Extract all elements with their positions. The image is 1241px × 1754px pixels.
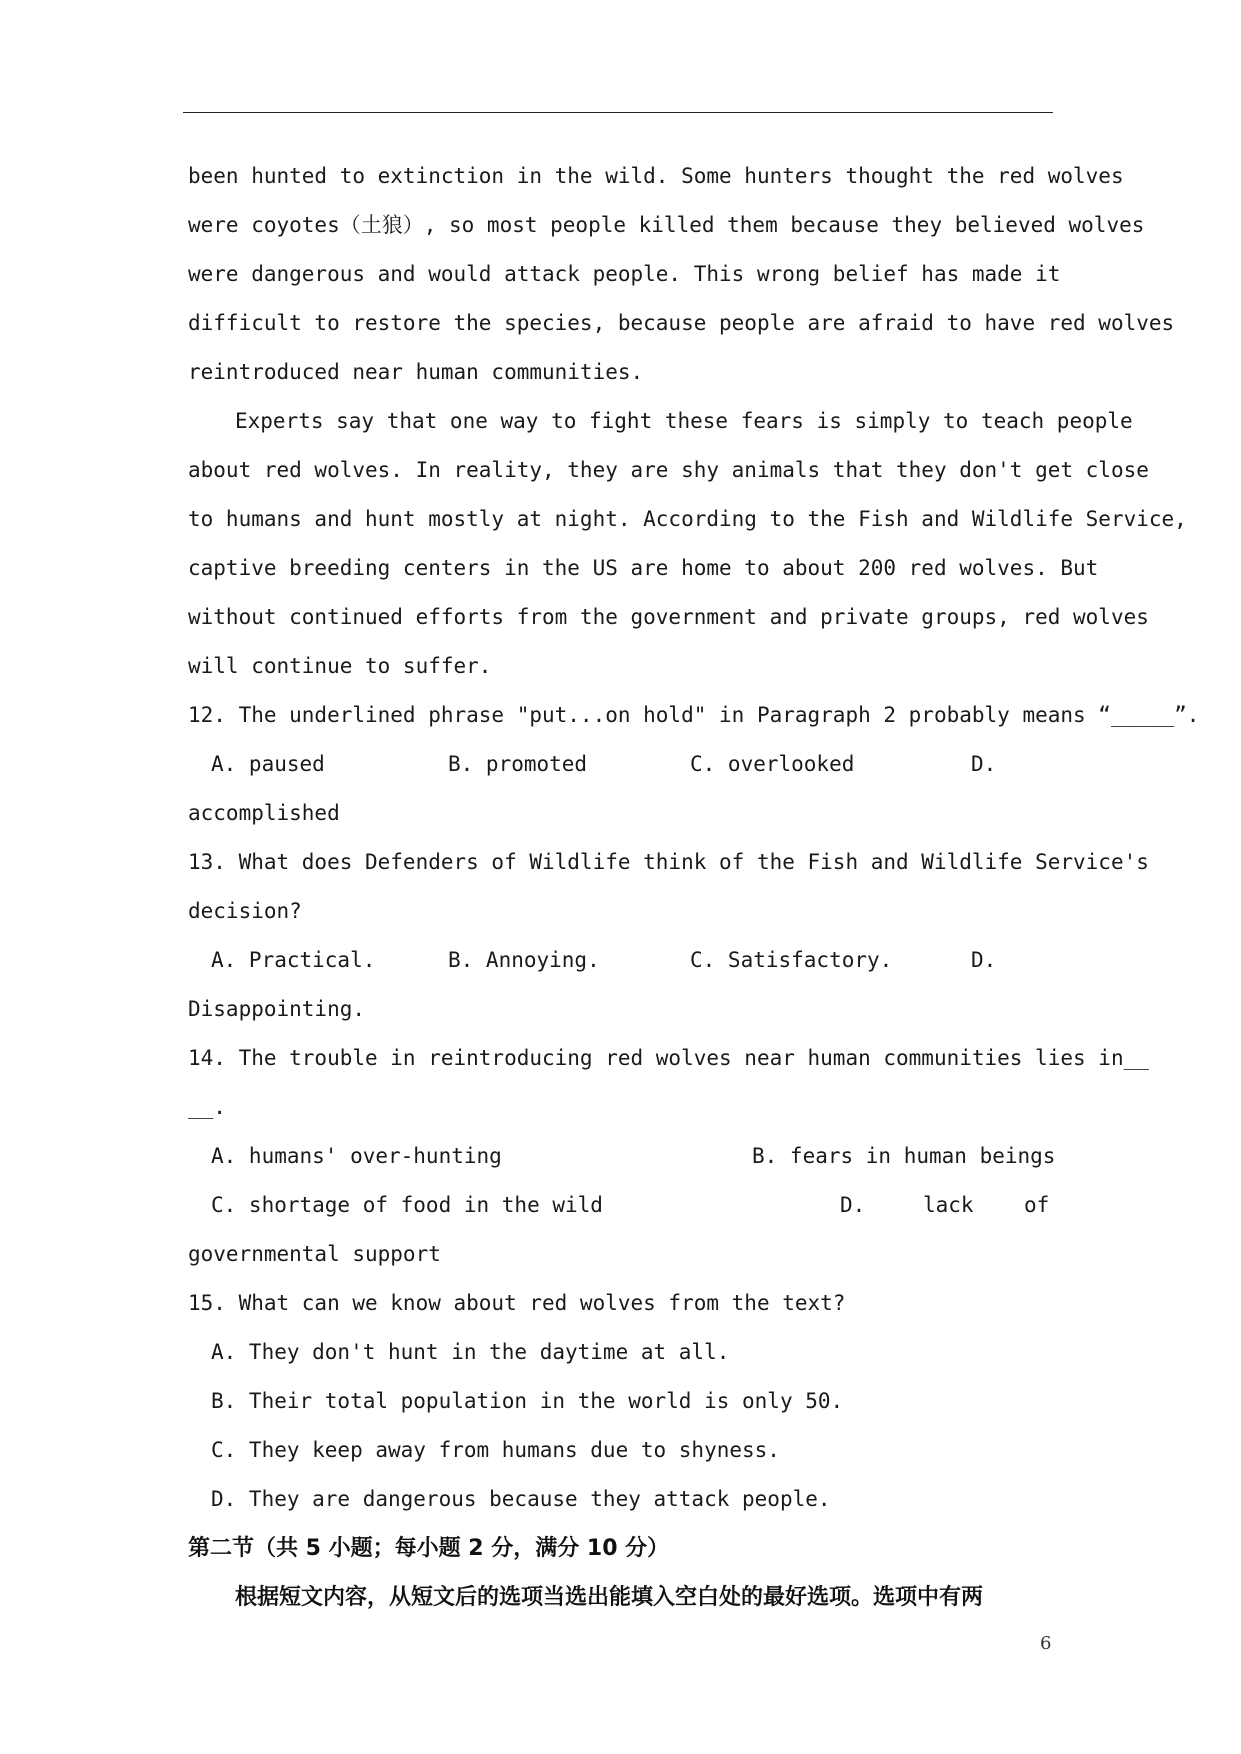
passage-line: been hunted to extinction in the wild. Some hunters thought the red wolves [188,164,1124,188]
document-body [188,152,1200,1622]
question-12-options [188,740,1108,789]
option-d-word: of [1024,1193,1050,1217]
question-14-stem: 14. The trouble in reintroducing red wolves near human communities lies in__ [188,1046,1149,1070]
option-a: A. Practical. [211,948,376,972]
option-d: D. [840,1193,866,1217]
option-d-text: accomplished [188,801,340,825]
option-c: C. They keep away from humans due to shyness. [211,1438,780,1462]
option-d-text: Disappointing. [188,997,366,1021]
passage-line: about red wolves. In reality, they are shy animals that they don't get close [188,458,1149,482]
passage-line: Experts say that one way to fight these fears is simply to teach people [235,409,1133,433]
section-instruction: 根据短文内容，从短文后的选项当选出能填入空白处的最好选项。选项中有两 [235,1585,984,1610]
passage-line: were coyotes（土狼）, so most people killed them because they believed wolves [188,213,1145,237]
option-d-word: lack [923,1193,974,1217]
passage-line: will continue to suffer. [188,654,492,678]
question-14-options-ab [188,1132,1108,1181]
option-d-text: governmental support [188,1242,441,1266]
question-14-stem-cont: __. [188,1095,226,1119]
option-b: B. fears in human beings [752,1144,1056,1168]
option-c: C. overlooked [690,752,855,776]
passage-line: reintroduced near human communities. [188,360,644,384]
option-b: B. promoted [448,752,588,776]
question-13-options [188,936,1108,985]
option-a: A. They don't hunt in the daytime at all. [211,1340,730,1364]
option-d: D. They are dangerous because they attack people. [211,1487,831,1511]
passage-line: captive breeding centers in the US are home to about 200 red wolves. But [188,556,1099,580]
option-c: C. shortage of food in the wild [211,1193,603,1217]
question-13-stem-cont: decision? [188,899,302,923]
page-number: 6 [1040,1633,1052,1654]
passage-line: without continued efforts from the government and private groups, red wolves [188,605,1149,629]
option-b: B. Their total population in the world is only 50. [211,1389,844,1413]
question-15-stem: 15. What can we know about red wolves from the text? [188,1291,846,1315]
header-rule [183,112,1053,113]
section-title: 第二节（共 5 小题；每小题 2 分，满分 10 分） [188,1536,670,1561]
option-d: D. [971,948,997,972]
option-a: A. humans' over-hunting [211,1144,502,1168]
option-a: A. paused [211,752,325,776]
option-c: C. Satisfactory. [690,948,893,972]
question-12-stem: 12. The underlined phrase "put...on hold" in Paragraph 2 probably means “_____”. [188,703,1200,727]
option-d: D. [971,752,997,776]
passage-line: difficult to restore the species, because people are afraid to have red wolves [188,311,1175,335]
passage-line: were dangerous and would attack people. This wrong belief has made it [188,262,1061,286]
question-13-stem: 13. What does Defenders of Wildlife think of the Fish and Wildlife Service's [188,850,1149,874]
passage-line: to humans and hunt mostly at night. According to the Fish and Wildlife Service, [188,507,1187,531]
question-14-options-cd [188,1181,1108,1230]
option-b: B. Annoying. [448,948,600,972]
